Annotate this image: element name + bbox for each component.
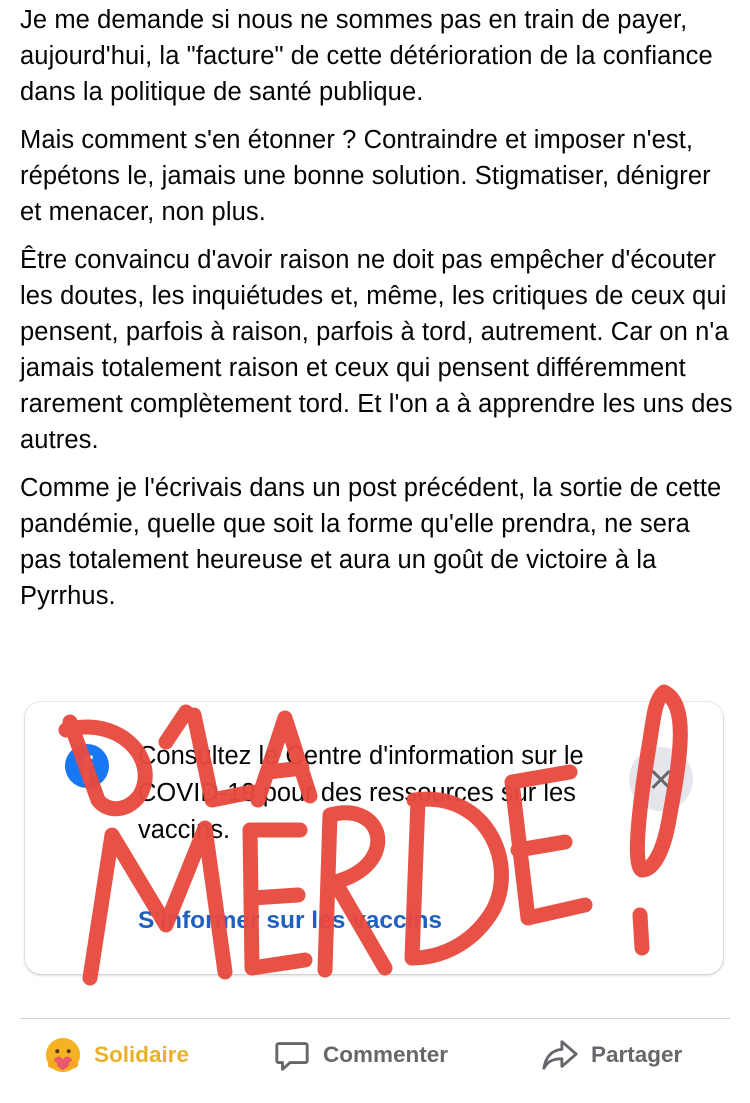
share-label: Partager [591,1042,683,1067]
comment-label: Commenter [323,1042,449,1067]
post-paragraph: Être convaincu d'avoir raison ne doit pas empêcher d'écouter les doutes, les inquiétudes et, même, les critiques de ceux qui pensent, parfois à raison, parfois à tord, autrement. Car on n'a jamais totalement raison et ceux qui pensent différemment rarement complètement tord. Et l'on a à apprendre les uns des autres. [20,246,733,454]
action-divider [20,1018,730,1019]
solidaire-label: Solidaire [94,1042,190,1067]
vaccine-info-link[interactable]: S'informer sur les vaccins [138,907,443,934]
facebook-logo-icon: f [65,744,109,788]
post-paragraph: Mais comment s'en étonner ? Contraindre et imposer n'est, répétons le, jamais une bonne solution. Stigmatiser, dénigrer et menacer, non plus. [20,126,711,226]
close-icon[interactable] [629,747,693,811]
covid-info-card[interactable] [25,702,723,974]
info-card-text: Consultez le Centre d'information sur le COVID-19 pour des ressources sur les vaccins. [138,742,584,844]
post-paragraph: Comme je l'écrivais dans un post précédent, la sortie de cette pandémie, quelle que soit la forme qu'elle prendra, ne sera pas totalement heureuse et aura un goût de victoire à la Pyrrhus. [20,474,722,610]
post-paragraph: Je me demande si nous ne sommes pas en train de payer, aujourd'hui, la "facture" de cette détérioration de la confiance dans la politique de santé publique. [20,6,713,106]
comment-button[interactable] [273,1033,448,1077]
solidaire-button[interactable] [44,1033,189,1077]
care-reaction-icon [44,1036,82,1074]
comment-icon [273,1036,311,1074]
post-body [20,2,735,626]
share-icon [541,1036,579,1074]
share-button[interactable] [541,1033,682,1077]
